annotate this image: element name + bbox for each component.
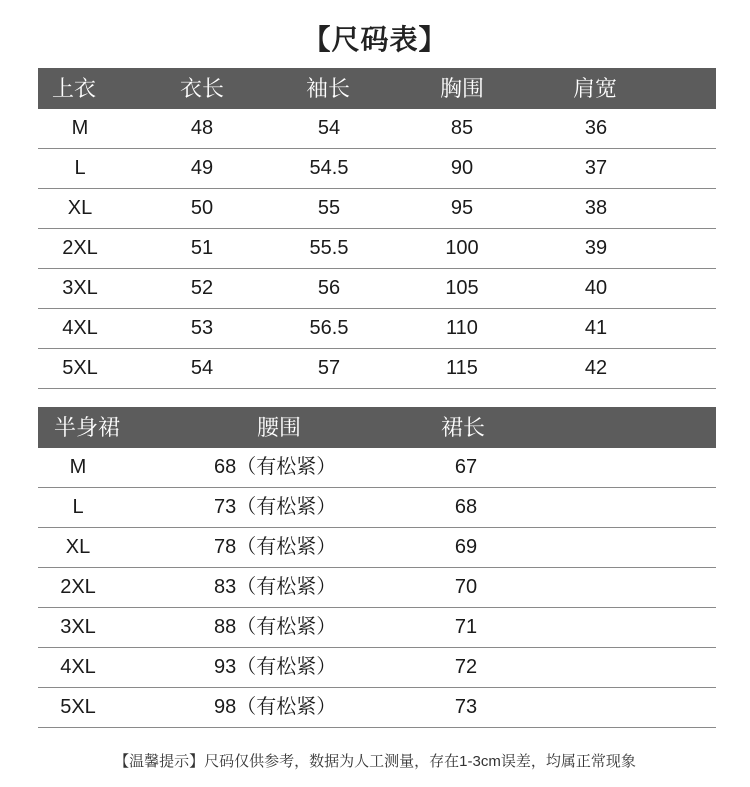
skirt-size-table: [38, 407, 716, 728]
table-row: [38, 568, 716, 608]
header-cell: 衣长: [180, 76, 225, 101]
table-row: [38, 229, 716, 269]
table-header: [38, 68, 716, 109]
table-cell: 73（有松紧）: [214, 496, 337, 518]
table-cell: 71: [454, 616, 478, 638]
size-cell: M: [71, 117, 89, 139]
table-cell: 56.5: [309, 317, 349, 339]
header-cell: 腰围: [257, 415, 302, 440]
table-cell: 73: [454, 696, 478, 718]
table-cell: 95: [450, 197, 474, 219]
table-row: [38, 309, 716, 349]
size-note: 【温馨提示】尺码仅供参考，数据为人工测量，存在1-3cm误差，均属正常现象: [114, 753, 636, 770]
table-row: [38, 688, 716, 728]
table-cell: 54.5: [309, 157, 349, 179]
table-cell: 56: [317, 277, 341, 299]
table-cell: 36: [584, 117, 608, 139]
size-cell: 3XL: [62, 277, 98, 299]
header-cell: 肩宽: [573, 76, 618, 101]
size-cell: L: [72, 496, 84, 518]
table-cell: 105: [445, 277, 479, 299]
size-cell: 2XL: [60, 576, 96, 598]
table-cell: 115: [446, 357, 478, 379]
table-row: [38, 189, 716, 229]
table-row: [38, 109, 716, 149]
table-cell: 78（有松紧）: [214, 536, 337, 558]
header-cell: 上衣: [52, 76, 97, 101]
table-header: [38, 407, 716, 448]
table-cell: 110: [446, 317, 478, 339]
table-row: [38, 349, 716, 389]
table-cell: 55.5: [309, 237, 349, 259]
table-cell: 98（有松紧）: [214, 696, 337, 718]
size-cell: XL: [67, 197, 93, 219]
table-cell: 42: [584, 357, 608, 379]
size-cell: 4XL: [62, 317, 98, 339]
size-cell: 2XL: [62, 237, 98, 259]
header-cell: 胸围: [440, 76, 485, 101]
table-cell: 41: [584, 317, 608, 339]
table-cell: 52: [190, 277, 214, 299]
table-cell: 50: [190, 197, 214, 219]
table-row: [38, 608, 716, 648]
table-cell: 100: [445, 237, 479, 259]
size-cell: 5XL: [62, 357, 98, 379]
table-cell: 39: [584, 237, 608, 259]
table-cell: 38: [584, 197, 608, 219]
table-cell: 54: [190, 357, 214, 379]
header-cell: 半身裙: [54, 415, 121, 440]
table-cell: 37: [584, 157, 608, 179]
table-cell: 85: [450, 117, 474, 139]
table-cell: 90: [450, 157, 474, 179]
table-cell: 40: [584, 277, 608, 299]
table-row: [38, 488, 716, 528]
page-title: 【尺码表】: [302, 24, 448, 55]
size-cell: M: [69, 456, 87, 478]
table-cell: 70: [454, 576, 478, 598]
size-cell: 5XL: [60, 696, 96, 718]
table-cell: 68: [454, 496, 478, 518]
table-cell: 53: [190, 317, 214, 339]
table-cell: 72: [454, 656, 478, 678]
table-cell: 67: [454, 456, 478, 478]
table-row: [38, 528, 716, 568]
table-row: [38, 648, 716, 688]
table-row: [38, 269, 716, 309]
table-cell: 57: [317, 357, 341, 379]
table-cell: 83（有松紧）: [214, 576, 337, 598]
table-cell: 48: [190, 117, 214, 139]
header-cell: 裙长: [441, 415, 486, 440]
table-cell: 88（有松紧）: [214, 616, 337, 638]
table-cell: 68（有松紧）: [214, 456, 337, 478]
table-row: [38, 448, 716, 488]
table-cell: 93（有松紧）: [214, 656, 337, 678]
size-cell: XL: [65, 536, 91, 558]
table-cell: 54: [317, 117, 341, 139]
size-cell: L: [74, 157, 86, 179]
table-cell: 49: [190, 157, 214, 179]
table-cell: 69: [454, 536, 478, 558]
tops-size-table: [38, 68, 716, 389]
header-cell: 袖长: [306, 76, 351, 101]
table-cell: 55: [317, 197, 341, 219]
size-cell: 3XL: [60, 616, 96, 638]
size-cell: 4XL: [60, 656, 96, 678]
table-cell: 51: [190, 237, 214, 259]
table-row: [38, 149, 716, 189]
